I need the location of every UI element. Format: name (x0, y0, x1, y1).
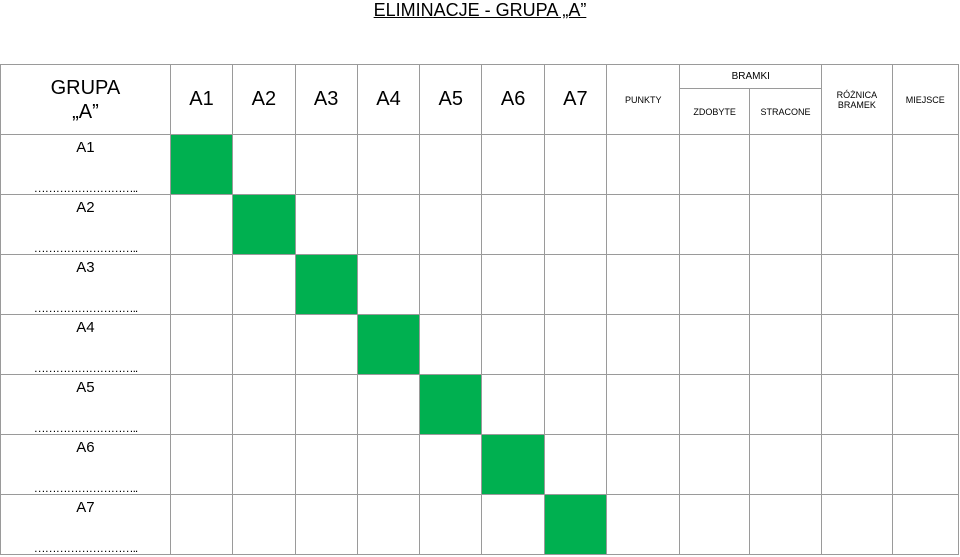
result-cell[interactable] (420, 255, 482, 315)
result-cell[interactable] (170, 195, 232, 255)
conceded-cell[interactable] (749, 195, 821, 255)
result-cell[interactable] (233, 255, 295, 315)
result-cell[interactable] (420, 495, 482, 555)
result-cell[interactable] (420, 195, 482, 255)
team-name-cell (1, 435, 171, 495)
blocked-cell (482, 435, 544, 495)
col-header-a4: A4 (357, 65, 419, 135)
page-title: ELIMINACJE - GRUPA „A” (373, 0, 587, 20)
team-name-cell (1, 495, 171, 555)
points-cell[interactable] (607, 495, 680, 555)
team-label: A1 (76, 139, 95, 156)
result-cell[interactable] (233, 495, 295, 555)
table-row (1, 435, 959, 495)
blocked-cell (357, 315, 419, 375)
points-cell[interactable] (607, 375, 680, 435)
points-cell[interactable] (607, 255, 680, 315)
result-cell[interactable] (482, 495, 544, 555)
conceded-cell[interactable] (749, 255, 821, 315)
scored-cell[interactable] (680, 495, 749, 555)
difference-cell[interactable] (822, 315, 892, 375)
team-label: A3 (76, 259, 95, 276)
place-cell[interactable] (892, 195, 958, 255)
place-cell[interactable] (892, 375, 958, 435)
result-cell[interactable] (295, 435, 357, 495)
result-cell[interactable] (170, 375, 232, 435)
result-cell[interactable] (295, 135, 357, 195)
points-cell[interactable] (607, 135, 680, 195)
result-cell[interactable] (357, 375, 419, 435)
conceded-cell[interactable] (749, 315, 821, 375)
result-cell[interactable] (295, 375, 357, 435)
place-cell[interactable] (892, 135, 958, 195)
result-cell[interactable] (170, 255, 232, 315)
result-cell[interactable] (544, 135, 606, 195)
result-cell[interactable] (482, 195, 544, 255)
group-letter: „A” (72, 100, 99, 123)
table-row (1, 315, 959, 375)
result-cell[interactable] (357, 255, 419, 315)
result-cell[interactable] (170, 435, 232, 495)
table-row (1, 495, 959, 555)
result-cell[interactable] (170, 315, 232, 375)
name-entry-dots: ……………………….. (33, 421, 138, 435)
conceded-cell[interactable] (749, 135, 821, 195)
conceded-cell[interactable] (749, 495, 821, 555)
name-entry-dots: ……………………….. (33, 541, 138, 555)
table-row (1, 195, 959, 255)
group-header (1, 65, 171, 135)
name-entry-dots: ……………………….. (33, 301, 138, 315)
team-label: A7 (76, 499, 95, 516)
result-cell[interactable] (233, 315, 295, 375)
difference-cell[interactable] (822, 375, 892, 435)
result-cell[interactable] (420, 435, 482, 495)
col-header-goal-difference (822, 65, 892, 135)
result-cell[interactable] (420, 135, 482, 195)
result-cell[interactable] (544, 315, 606, 375)
col-header-a5: A5 (420, 65, 482, 135)
name-entry-dots: ……………………….. (33, 181, 138, 195)
result-cell[interactable] (482, 255, 544, 315)
col-header-a2: A2 (233, 65, 295, 135)
team-name-cell (1, 255, 171, 315)
goal-diff-line2: BRAMEK (837, 99, 876, 110)
blocked-cell (233, 195, 295, 255)
points-cell[interactable] (607, 435, 680, 495)
result-cell[interactable] (233, 135, 295, 195)
points-cell[interactable] (607, 195, 680, 255)
result-cell[interactable] (544, 255, 606, 315)
result-cell[interactable] (544, 435, 606, 495)
scored-cell[interactable] (680, 435, 749, 495)
team-name-cell (1, 195, 171, 255)
group-label: GRUPA (50, 76, 121, 99)
result-cell[interactable] (233, 435, 295, 495)
goal-diff-line1: RÓŻNICA (836, 89, 878, 100)
scored-cell[interactable] (680, 255, 749, 315)
team-label: A5 (76, 379, 95, 396)
scored-cell[interactable] (680, 135, 749, 195)
team-name-cell (1, 375, 171, 435)
result-cell[interactable] (544, 195, 606, 255)
conceded-cell[interactable] (749, 375, 821, 435)
col-header-a7: A7 (544, 65, 606, 135)
result-cell[interactable] (420, 315, 482, 375)
result-cell[interactable] (233, 375, 295, 435)
group-results-table (0, 64, 959, 555)
result-cell[interactable] (482, 135, 544, 195)
team-name-cell (1, 315, 171, 375)
result-cell[interactable] (357, 495, 419, 555)
place-cell[interactable] (892, 255, 958, 315)
team-label: A2 (76, 199, 95, 216)
result-cell[interactable] (295, 495, 357, 555)
difference-cell[interactable] (822, 255, 892, 315)
blocked-cell (544, 495, 606, 555)
result-cell[interactable] (357, 195, 419, 255)
result-cell[interactable] (482, 375, 544, 435)
points-cell[interactable] (607, 315, 680, 375)
team-label: A4 (76, 319, 95, 336)
result-cell[interactable] (357, 135, 419, 195)
result-cell[interactable] (482, 315, 544, 375)
blocked-cell (295, 255, 357, 315)
result-cell[interactable] (544, 375, 606, 435)
blocked-cell (420, 375, 482, 435)
col-header-goals: BRAMKI (680, 65, 822, 89)
col-header-goals-scored: ZDOBYTE (680, 89, 749, 135)
col-header-goals-conceded: STRACONE (749, 89, 821, 135)
result-cell[interactable] (357, 435, 419, 495)
scored-cell[interactable] (680, 315, 749, 375)
difference-cell[interactable] (822, 135, 892, 195)
difference-cell[interactable] (822, 435, 892, 495)
result-cell[interactable] (170, 495, 232, 555)
place-cell[interactable] (892, 315, 958, 375)
place-cell[interactable] (892, 495, 958, 555)
table-row (1, 375, 959, 435)
place-cell[interactable] (892, 435, 958, 495)
name-entry-dots: ……………………….. (33, 361, 138, 375)
table-row (1, 135, 959, 195)
col-header-place: MIEJSCE (892, 65, 958, 135)
team-label: A6 (76, 439, 95, 456)
result-cell[interactable] (295, 195, 357, 255)
name-entry-dots: ……………………….. (33, 481, 138, 495)
difference-cell[interactable] (822, 195, 892, 255)
conceded-cell[interactable] (749, 435, 821, 495)
col-header-points: PUNKTY (607, 65, 680, 135)
col-header-a6: A6 (482, 65, 544, 135)
scored-cell[interactable] (680, 195, 749, 255)
col-header-a1: A1 (170, 65, 232, 135)
table-row (1, 255, 959, 315)
col-header-a3: A3 (295, 65, 357, 135)
difference-cell[interactable] (822, 495, 892, 555)
blocked-cell (170, 135, 232, 195)
scored-cell[interactable] (680, 375, 749, 435)
name-entry-dots: ……………………….. (33, 241, 138, 255)
result-cell[interactable] (295, 315, 357, 375)
team-name-cell (1, 135, 171, 195)
